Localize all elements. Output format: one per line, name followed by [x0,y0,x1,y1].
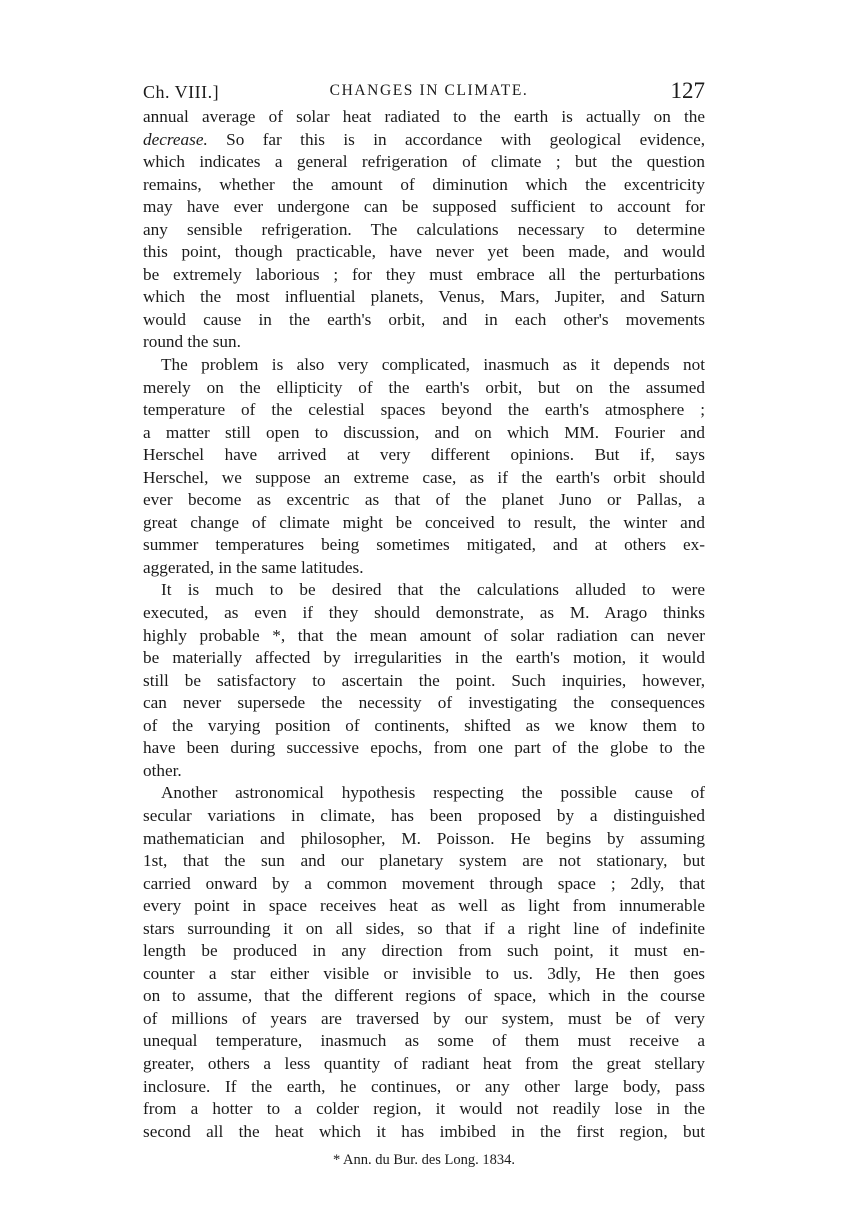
text-line: annual average of solar heat radiated to the earth is actually on the [143,107,705,126]
text-line: mathematician and philosopher, M. Poisson. He begins by assuming [143,828,705,848]
text-line: which the most influential planets, Venus, Mars, Jupiter, and Saturn [143,287,705,307]
book-page [143,78,705,1143]
text-line: any sensible refrigeration. The calculations necessary to determine [143,219,705,239]
footnote: * Ann. du Bur. des Long. 1834. [332,1152,516,1168]
body-text [143,106,705,1143]
paragraph-4 [143,782,705,1143]
text-line: of the varying position of continents, shifted as we know them to [143,715,705,735]
text-line: remains, whether the amount of diminution which the excentricity [143,174,705,194]
text-line: counter a star either visible or invisible to us. 3dly, He then goes [143,963,705,983]
text-line: great change of climate might be conceived to result, the winter and [143,512,705,532]
paragraph-1 [143,106,705,354]
text-line: on to assume, that the different regions of space, which in the course [143,986,705,1006]
text-line: It is much to be desired that the calculations alluded to were [161,580,705,600]
text-line-rest: So far this is in accordance with geological evidence, [207,129,705,149]
text-line: highly probable *, that the mean amount of solar radiation can never [143,625,705,645]
chapter-label: Ch. VIII.] [143,82,220,102]
text-line: this point, though practicable, have never yet been made, and would [143,242,705,262]
text-line: have been during successive epochs, from one part of the globe to the [143,738,705,758]
text-line: secular variations in climate, has been proposed by a distinguished [143,805,705,825]
text-line: merely on the ellipticity of the earth's orbit, but on the assumed [143,377,705,397]
text-line: inclosure. If the earth, he continues, or any other large body, pass [143,1076,705,1096]
text-line: second all the heat which it has imbibed in the first region, but [143,1121,705,1141]
running-title: CHANGES IN CLIMATE. [329,82,529,99]
text-line: other. [143,760,182,780]
page-number: 127 [670,78,705,103]
text-line: would cause in the earth's orbit, and in each other's movements [143,309,705,329]
emphasis-decrease: decrease. [143,129,208,149]
text-line: of millions of years are traversed by our system, must be of very [143,1008,705,1028]
text-line: aggerated, in the same latitudes. [143,557,364,577]
text-line: from a hotter to a colder region, it would not readily lose in the [143,1099,705,1119]
text-line: greater, others a less quantity of radiant heat from the great stellary [143,1053,705,1073]
text-line: a matter still open to discussion, and on which MM. Fourier and [143,422,705,442]
text-line: The problem is also very complicated, inasmuch as it depends not [161,355,705,375]
text-line: be extremely laborious ; for they must embrace all the perturbations [143,264,705,284]
text-line: still be satisfactory to ascertain the point. Such inquiries, however, [143,670,705,690]
text-line: be materially affected by irregularities in the earth's motion, it would [143,648,705,668]
text-line: temperature of the celestial spaces beyond the earth's atmosphere ; [143,400,705,420]
text-line: carried onward by a common movement through space ; 2dly, that [143,873,705,893]
text-line: which indicates a general refrigeration of climate ; but the question [143,152,705,172]
text-line: can never supersede the necessity of investigating the consequences [143,693,705,713]
text-line: stars surrounding it on all sides, so that if a right line of indefinite [143,918,705,938]
text-line: summer temperatures being sometimes mitigated, and at others ex- [143,535,705,555]
paragraph-2 [143,354,705,579]
text-line: 1st, that the sun and our planetary system are not stationary, but [143,851,705,871]
text-line: Another astronomical hypothesis respecting the possible cause of [161,783,705,803]
text-line: length be produced in any direction from such point, it must en- [143,941,705,961]
text-line: unequal temperature, inasmuch as some of them must receive a [143,1031,705,1051]
text-line: executed, as even if they should demonstrate, as M. Arago thinks [143,603,705,623]
text-line: ever become as excentric as that of the planet Juno or Pallas, a [143,490,705,510]
text-line: may have ever undergone can be supposed sufficient to account for [143,197,705,217]
text-line-italic-start [143,129,705,152]
paragraph-3 [143,579,705,782]
text-line: Herschel have arrived at very different opinions. But if, says [143,445,705,465]
text-line: Herschel, we suppose an extreme case, as if the earth's orbit should [143,467,705,487]
text-line: every point in space receives heat as well as light from innumerable [143,896,705,916]
running-head [143,78,705,106]
text-line: round the sun. [143,332,241,352]
